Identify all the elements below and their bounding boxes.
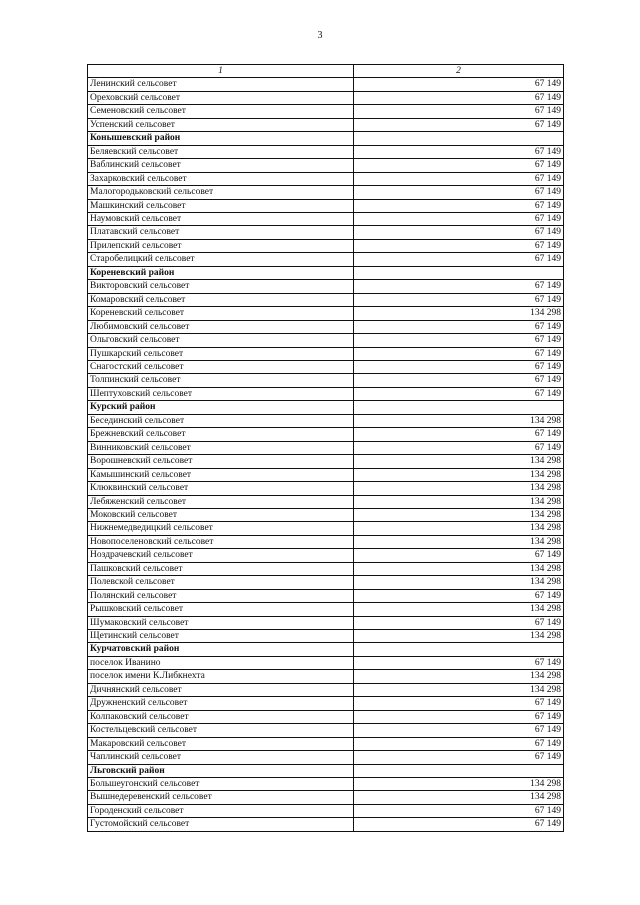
settlement-name: Захарковский сельсовет	[88, 172, 354, 185]
amount-cell: 134 298	[354, 455, 564, 468]
amount-cell: 134 298	[354, 482, 564, 495]
table-header-row	[88, 65, 564, 78]
amount-cell	[354, 643, 564, 656]
table-row	[88, 145, 564, 158]
table-row	[88, 549, 564, 562]
table-row	[88, 603, 564, 616]
amount-cell: 67 149	[354, 280, 564, 293]
table-row	[88, 482, 564, 495]
table-row	[88, 778, 564, 791]
table-row	[88, 737, 564, 750]
amount-cell: 67 149	[354, 710, 564, 723]
table-row	[88, 293, 564, 306]
amount-cell: 67 149	[354, 589, 564, 602]
amount-cell: 67 149	[354, 172, 564, 185]
table-row	[88, 280, 564, 293]
settlement-name: Дичнянский сельсовет	[88, 683, 354, 696]
settlement-name: Городенский сельсовет	[88, 804, 354, 817]
settlement-name: Пашковский сельсовет	[88, 562, 354, 575]
district-name: Кореневский район	[88, 266, 354, 279]
table-row	[88, 818, 564, 831]
table-row	[88, 683, 564, 696]
amount-cell: 67 149	[354, 145, 564, 158]
table-row	[88, 656, 564, 669]
amount-cell: 67 149	[354, 334, 564, 347]
amount-cell: 134 298	[354, 562, 564, 575]
column-header-1: 1	[88, 65, 354, 78]
table-row	[88, 307, 564, 320]
column-header-2: 2	[354, 65, 564, 78]
table-row	[88, 78, 564, 91]
settlement-name: Машкинский сельсовет	[88, 199, 354, 212]
settlement-name: Вышнедеревенский сельсовет	[88, 791, 354, 804]
amount-cell: 134 298	[354, 576, 564, 589]
settlement-name: Шумаковский сельсовет	[88, 616, 354, 629]
table-row	[88, 172, 564, 185]
amount-cell: 67 149	[354, 91, 564, 104]
settlement-name: Клюквинский сельсовет	[88, 482, 354, 495]
district-row	[88, 266, 564, 279]
amount-cell: 134 298	[354, 603, 564, 616]
settlement-name: Платавский сельсовет	[88, 226, 354, 239]
settlement-name: Пушкарский сельсовет	[88, 347, 354, 360]
table-row	[88, 724, 564, 737]
settlement-name: Наумовский сельсовет	[88, 212, 354, 225]
amount-cell: 67 149	[354, 186, 564, 199]
amount-cell: 67 149	[354, 199, 564, 212]
table-row	[88, 522, 564, 535]
amount-cell: 67 149	[354, 697, 564, 710]
table-row	[88, 347, 564, 360]
amount-cell: 134 298	[354, 414, 564, 427]
table-body	[88, 78, 564, 831]
district-row	[88, 401, 564, 414]
table-row	[88, 212, 564, 225]
settlement-name: Макаровский сельсовет	[88, 737, 354, 750]
table-row	[88, 387, 564, 400]
amount-cell: 67 149	[354, 724, 564, 737]
settlement-name: Костельцевский сельсовет	[88, 724, 354, 737]
table-row	[88, 751, 564, 764]
table-row	[88, 320, 564, 333]
settlement-name: Лебяженский сельсовет	[88, 495, 354, 508]
settlement-name: Дружненский сельсовет	[88, 697, 354, 710]
amount-cell: 134 298	[354, 791, 564, 804]
settlement-name: Беляевский сельсовет	[88, 145, 354, 158]
district-row	[88, 132, 564, 145]
settlement-name: поселок Иванино	[88, 656, 354, 669]
table-row	[88, 630, 564, 643]
amount-cell: 134 298	[354, 495, 564, 508]
table-row	[88, 159, 564, 172]
table-row	[88, 428, 564, 441]
amount-cell: 134 298	[354, 683, 564, 696]
amount-cell: 67 149	[354, 751, 564, 764]
amount-cell: 67 149	[354, 320, 564, 333]
amount-cell: 67 149	[354, 293, 564, 306]
table-row	[88, 697, 564, 710]
amount-cell: 67 149	[354, 804, 564, 817]
amount-cell: 134 298	[354, 508, 564, 521]
settlement-name: Чаплинский сельсовет	[88, 751, 354, 764]
amount-cell: 67 149	[354, 347, 564, 360]
table-row	[88, 105, 564, 118]
table-row	[88, 710, 564, 723]
district-name: Курчатовский район	[88, 643, 354, 656]
table-row	[88, 495, 564, 508]
amount-cell: 134 298	[354, 670, 564, 683]
amount-cell	[354, 764, 564, 777]
amount-cell: 67 149	[354, 226, 564, 239]
amount-cell: 67 149	[354, 737, 564, 750]
settlement-name: Старобелицкий сельсовет	[88, 253, 354, 266]
settlement-name: Щетинский сельсовет	[88, 630, 354, 643]
settlement-name: Семеновский сельсовет	[88, 105, 354, 118]
amount-cell: 67 149	[354, 105, 564, 118]
settlement-name: Нижнемедведицкий сельсовет	[88, 522, 354, 535]
table-row	[88, 791, 564, 804]
settlement-name: Моковский сельсовет	[88, 508, 354, 521]
settlement-name: Малогородьковский сельсовет	[88, 186, 354, 199]
settlement-name: Прилепский сельсовет	[88, 239, 354, 252]
table-row	[88, 186, 564, 199]
table-row	[88, 360, 564, 373]
settlement-name: Снагостский сельсовет	[88, 360, 354, 373]
table-row	[88, 455, 564, 468]
settlement-name: Камышинский сельсовет	[88, 468, 354, 481]
settlement-name: поселок имени К.Либкнехта	[88, 670, 354, 683]
table-row	[88, 441, 564, 454]
amount-cell: 67 149	[354, 253, 564, 266]
amount-cell: 67 149	[354, 656, 564, 669]
amount-cell: 67 149	[354, 239, 564, 252]
amount-cell	[354, 401, 564, 414]
settlement-name: Толпинский сельсовет	[88, 374, 354, 387]
table-row	[88, 118, 564, 131]
amount-cell: 67 149	[354, 549, 564, 562]
settlement-name: Успенский сельсовет	[88, 118, 354, 131]
settlement-name: Ленинский сельсовет	[88, 78, 354, 91]
table-row	[88, 239, 564, 252]
amount-cell	[354, 132, 564, 145]
table-row	[88, 616, 564, 629]
table-row	[88, 199, 564, 212]
settlement-name: Большеугонский сельсовет	[88, 778, 354, 791]
amount-cell: 134 298	[354, 778, 564, 791]
settlement-name: Кореневский сельсовет	[88, 307, 354, 320]
settlement-name: Брежневский сельсовет	[88, 428, 354, 441]
table-row	[88, 374, 564, 387]
amount-cell: 134 298	[354, 522, 564, 535]
settlement-name: Комаровский сельсовет	[88, 293, 354, 306]
amount-cell: 67 149	[354, 78, 564, 91]
district-name: Льговский район	[88, 764, 354, 777]
amount-cell: 134 298	[354, 535, 564, 548]
settlement-name: Ноздрачевский сельсовет	[88, 549, 354, 562]
amount-cell: 67 149	[354, 118, 564, 131]
settlement-name: Колпаковский сельсовет	[88, 710, 354, 723]
district-row	[88, 643, 564, 656]
settlement-name: Ореховский сельсовет	[88, 91, 354, 104]
settlement-name: Ольговский сельсовет	[88, 334, 354, 347]
settlement-name: Викторовский сельсовет	[88, 280, 354, 293]
settlement-name: Полевской сельсовет	[88, 576, 354, 589]
district-name: Конышевский район	[88, 132, 354, 145]
amount-cell: 67 149	[354, 360, 564, 373]
settlement-name: Ваблинский сельсовет	[88, 159, 354, 172]
district-row	[88, 764, 564, 777]
settlement-name: Рышковский сельсовет	[88, 603, 354, 616]
table-row	[88, 535, 564, 548]
table-row	[88, 670, 564, 683]
amount-cell: 134 298	[354, 630, 564, 643]
amount-cell: 67 149	[354, 818, 564, 831]
data-table	[87, 64, 564, 832]
table-row	[88, 253, 564, 266]
amount-cell: 67 149	[354, 387, 564, 400]
settlement-name: Новопоселеновский сельсовет	[88, 535, 354, 548]
amount-cell: 67 149	[354, 159, 564, 172]
district-name: Курский район	[88, 401, 354, 414]
amount-cell	[354, 266, 564, 279]
table-row	[88, 804, 564, 817]
amount-cell: 67 149	[354, 212, 564, 225]
settlement-name: Любимовский сельсовет	[88, 320, 354, 333]
amount-cell: 67 149	[354, 441, 564, 454]
settlement-name: Шептуховский сельсовет	[88, 387, 354, 400]
page-number: 3	[317, 30, 323, 41]
amount-cell: 67 149	[354, 616, 564, 629]
table-row	[88, 562, 564, 575]
amount-cell: 134 298	[354, 468, 564, 481]
table-row	[88, 414, 564, 427]
table-row	[88, 468, 564, 481]
settlement-name: Бесединский сельсовет	[88, 414, 354, 427]
settlement-name: Густомойский сельсовет	[88, 818, 354, 831]
amount-cell: 67 149	[354, 428, 564, 441]
table-row	[88, 226, 564, 239]
table-row	[88, 589, 564, 602]
settlement-name: Ворошневский сельсовет	[88, 455, 354, 468]
settlement-name: Винниковский сельсовет	[88, 441, 354, 454]
table-row	[88, 91, 564, 104]
table-row	[88, 576, 564, 589]
amount-cell: 134 298	[354, 307, 564, 320]
amount-cell: 67 149	[354, 374, 564, 387]
table-row	[88, 334, 564, 347]
table-row	[88, 508, 564, 521]
settlement-name: Полянский сельсовет	[88, 589, 354, 602]
